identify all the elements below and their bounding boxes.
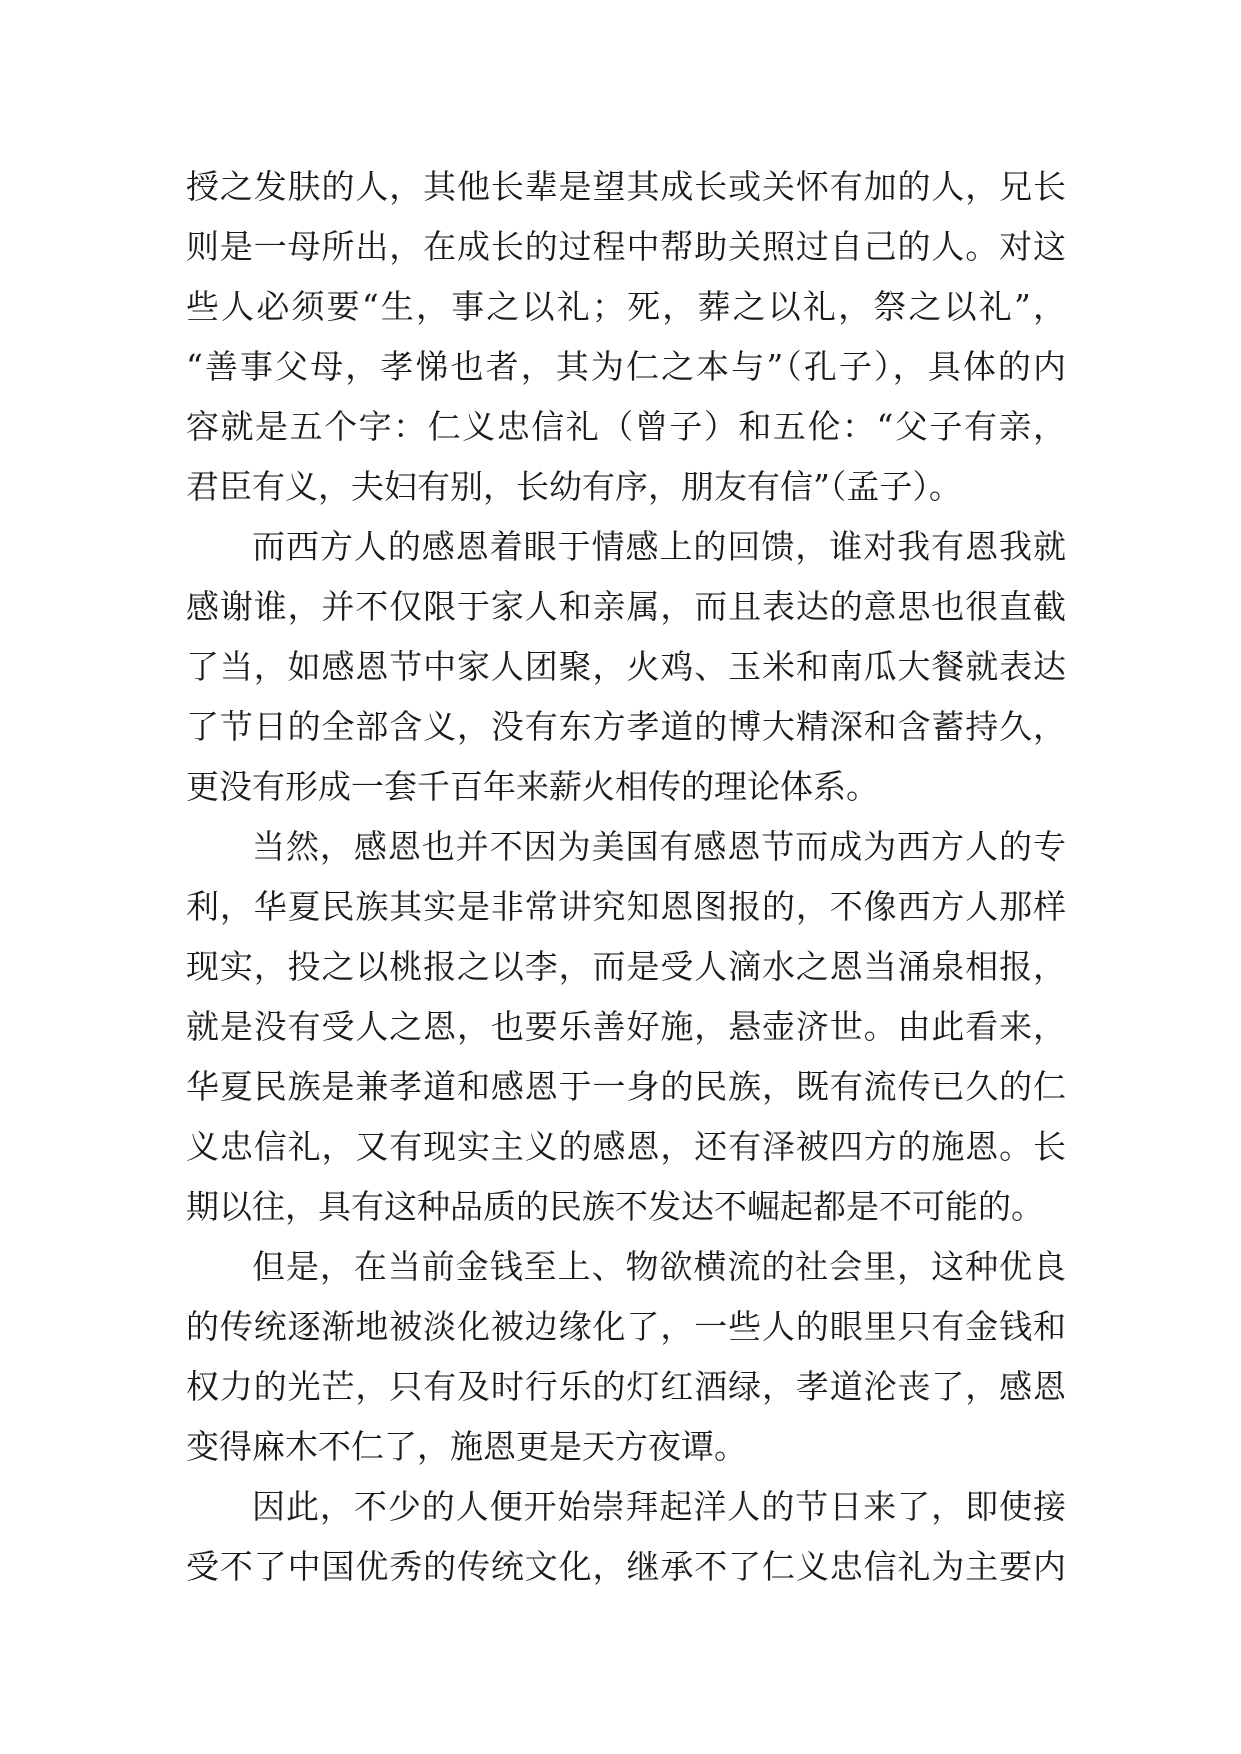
paragraph (186, 1237, 1066, 1477)
text-line: 而西方人的感恩着眼于情感上的回馈，谁对我有恩我就 (252, 527, 1066, 566)
text-line: 现实，投之以桃报之以李，而是受人滴水之恩当涌泉相报， (186, 947, 1066, 986)
text-line: 了当，如感恩节中家人团聚，火鸡、玉米和南瓜大餐就表达 (186, 647, 1066, 686)
paragraph (186, 817, 1066, 1237)
text-line: 则是一母所出，在成长的过程中帮助关照过自己的人。对这 (186, 227, 1066, 266)
text-line: 更没有形成一套千百年来薪火相传的理论体系。 (186, 767, 879, 806)
text-line: 感谢谁，并不仅限于家人和亲属，而且表达的意思也很直截 (186, 587, 1066, 626)
body-text (186, 157, 1066, 1597)
paragraph (186, 517, 1066, 817)
text-line: 期以往，具有这种品质的民族不发达不崛起都是不可能的。 (186, 1187, 1044, 1226)
paragraph (186, 1477, 1066, 1597)
text-line: 了节日的全部含义，没有东方孝道的博大精深和含蓄持久， (186, 707, 1066, 746)
text-line: 些人必须要“生，事之以礼；死，葬之以礼，祭之以礼”， (186, 287, 1066, 326)
paragraph (186, 157, 1066, 517)
text-line: 就是没有受人之恩，也要乐善好施，悬壶济世。由此看来， (186, 1007, 1066, 1046)
text-line: 利，华夏民族其实是非常讲究知恩图报的，不像西方人那样 (186, 887, 1066, 926)
text-line: 权力的光芒，只有及时行乐的灯红酒绿，孝道沦丧了，感恩 (186, 1367, 1066, 1406)
text-line: 君臣有义，夫妇有别，长幼有序，朋友有信”（孟子）。 (186, 467, 962, 506)
text-line: 因此，不少的人便开始崇拜起洋人的节日来了，即使接 (252, 1487, 1066, 1526)
text-line: 授之发肤的人，其他长辈是望其成长或关怀有加的人，兄长 (186, 167, 1066, 206)
text-line: 义忠信礼，又有现实主义的感恩，还有泽被四方的施恩。长 (186, 1127, 1066, 1166)
text-line: 但是，在当前金钱至上、物欲横流的社会里，这种优良 (252, 1247, 1066, 1286)
text-line: 容就是五个字：仁义忠信礼（曾子）和五伦：“父子有亲， (186, 407, 1066, 446)
text-line: 变得麻木不仁了，施恩更是天方夜谭。 (186, 1427, 747, 1466)
text-line: 的传统逐渐地被淡化被边缘化了，一些人的眼里只有金钱和 (186, 1307, 1066, 1346)
text-line: 华夏民族是兼孝道和感恩于一身的民族，既有流传已久的仁 (186, 1067, 1066, 1106)
text-line: 受不了中国优秀的传统文化，继承不了仁义忠信礼为主要内 (186, 1547, 1066, 1586)
text-line: 当然，感恩也并不因为美国有感恩节而成为西方人的专 (252, 827, 1066, 866)
text-line: “善事父母，孝悌也者，其为仁之本与”（孔子），具体的内 (186, 347, 1066, 386)
